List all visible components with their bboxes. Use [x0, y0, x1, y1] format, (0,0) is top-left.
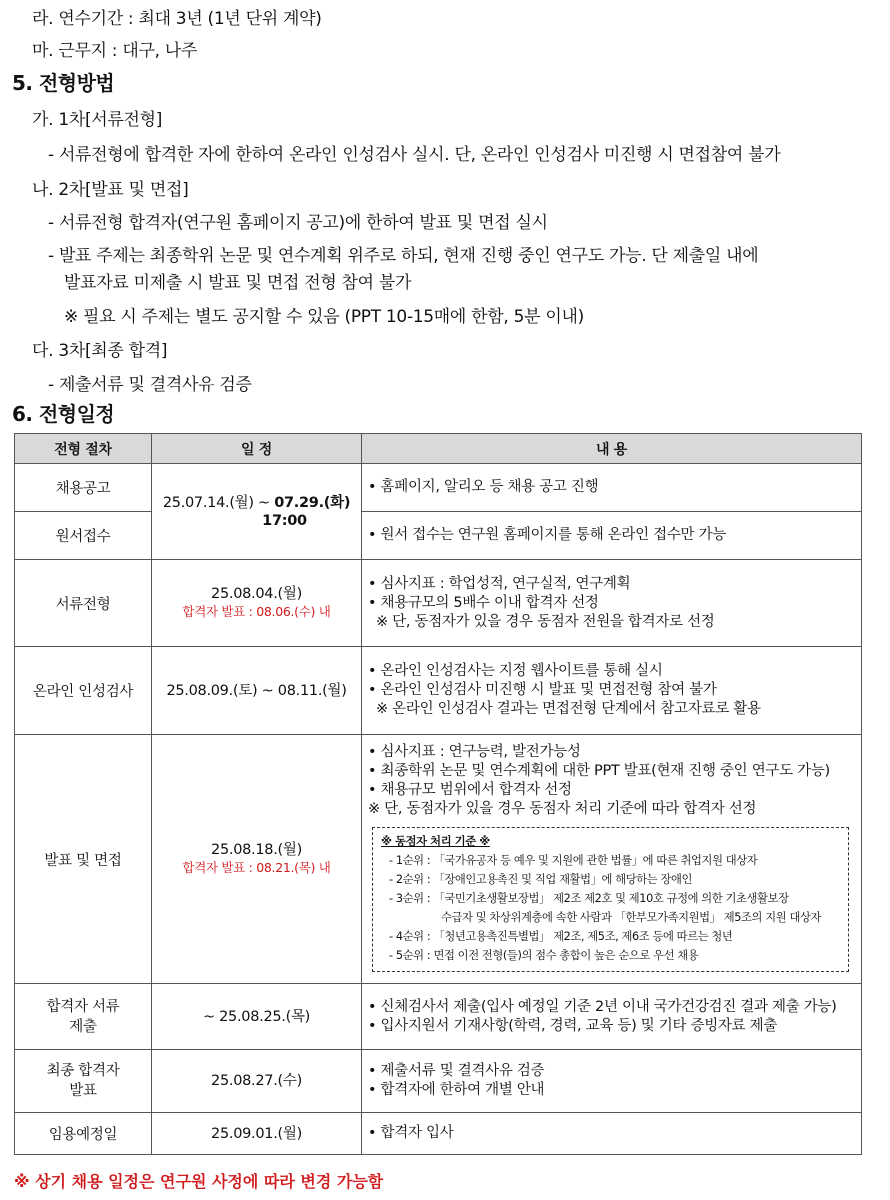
- content-cell: [362, 984, 862, 1050]
- step-cell: [15, 1050, 152, 1113]
- table-row: [15, 1050, 862, 1113]
- announcement-date: 합격자 발표 : 08.06.(수) 내: [182, 604, 331, 619]
- content-line: • 심사지표 : 연구능력, 발전가능성: [368, 743, 581, 760]
- content-line: • 합격자 입사: [368, 1125, 454, 1141]
- stage-2-item-2-cont: 발표자료 미제출 시 발표 및 면접 전형 참여 불가: [64, 273, 412, 293]
- date-cell: [152, 735, 362, 984]
- tie-break-item: - 1순위 : 「국가유공자 등 예우 및 지원에 관한 법률」에 따른 취업지원 대상자: [389, 853, 758, 867]
- content-line: • 합격자에 한하여 개별 안내: [368, 1082, 545, 1098]
- step-line: 발표: [69, 1083, 97, 1099]
- step-line: 제출: [69, 1018, 97, 1035]
- tie-break-item: - 5순위 : 면접 이전 전형(들)의 점수 총합이 높은 순으로 우선 채용: [389, 948, 699, 962]
- section-6-heading: 6. 전형일정: [12, 402, 115, 426]
- announcement-date: 합격자 발표 : 08.21.(목) 내: [182, 860, 331, 875]
- date-cell: 25.08.27.(수): [152, 1050, 362, 1113]
- training-period: 라. 연수기간 : 최대 3년 (1년 단위 계약): [32, 9, 322, 29]
- content-line: • 온라인 인성검사는 지정 웹사이트를 통해 실시: [368, 663, 663, 679]
- table-row: [15, 560, 862, 647]
- table-row: [15, 464, 862, 512]
- tie-break-criteria-box: [372, 827, 849, 972]
- content-cell: [362, 560, 862, 647]
- tie-break-title: ※ 동점자 처리 기준 ※: [381, 834, 490, 848]
- date-text: 25.08.04.(월): [211, 586, 302, 602]
- table-header-row: [15, 434, 862, 464]
- date-start: 25.07.14.(월) ~: [162, 494, 275, 511]
- step-line: 최종 합격자: [46, 1063, 120, 1079]
- content-cell: [362, 464, 862, 512]
- content-cell: [362, 735, 862, 984]
- schedule-footnote: ※ 상기 채용 일정은 연구원 사정에 따라 변경 가능함: [14, 1172, 384, 1191]
- date-end: 07.29.(화): [274, 494, 351, 511]
- content-line: • 채용규모 범위에서 합격자 선정: [368, 781, 572, 798]
- content-cell: [362, 1113, 862, 1155]
- content-cell: [362, 647, 862, 735]
- step-cell: 서류전형: [15, 560, 152, 647]
- table-row: [15, 512, 862, 560]
- content-cell: [362, 512, 862, 560]
- content-line: • 심사지표 : 학업성적, 연구실적, 연구계획: [368, 575, 631, 592]
- step-line: 합격자 서류: [46, 998, 120, 1015]
- content-line: • 제출서류 및 결격사유 검증: [368, 1063, 545, 1079]
- stage-2-title: 나. 2차[발표 및 면접]: [32, 180, 189, 200]
- tie-break-item-cont: 수급자 및 차상위계층에 속한 사람과 「한부모가족지원법」 제5조의 지원 대상자: [441, 910, 822, 924]
- header-schedule: 일 정: [152, 434, 362, 464]
- date-end-time: 17:00: [262, 512, 307, 529]
- step-cell: 원서접수: [15, 512, 152, 560]
- tie-break-item: - 3순위 : 「국민기초생활보장법」 제2조 제2호 및 제10호 규정에 의한 기초생활보장: [389, 891, 789, 905]
- work-location: 마. 근무지 : 대구, 나주: [32, 41, 198, 61]
- content-line: • 입사지원서 기재사항(학력, 경력, 교육 등) 및 기타 증빙자료 제출: [368, 1017, 778, 1034]
- date-cell: 25.08.09.(토) ~ 08.11.(월): [152, 647, 362, 735]
- tie-break-item: - 4순위 : 「청년고용촉진특별법」 제2조, 제5조, 제6조 등에 따르는 청년: [389, 929, 733, 943]
- stage-2-note: ※ 필요 시 주제는 별도 공지할 수 있음 (PPT 10-15매에 한함, 5분 이내): [64, 307, 584, 327]
- stage-3-item: - 제출서류 및 결격사유 검증: [48, 375, 252, 395]
- step-cell: [15, 984, 152, 1050]
- step-cell: 발표 및 면접: [15, 735, 152, 984]
- table-row: [15, 984, 862, 1050]
- table-row: [15, 647, 862, 735]
- date-cell: 25.09.01.(월): [152, 1113, 362, 1155]
- content-cell: [362, 1050, 862, 1113]
- content-note: ※ 온라인 인성검사 결과는 면접전형 단계에서 참고자료로 활용: [376, 701, 761, 717]
- tie-break-item: - 2순위 : 「장애인고용촉진 및 직업 재활법」에 해당하는 장애인: [389, 872, 692, 886]
- schedule-table: [14, 433, 862, 1155]
- content-line: • 최종학위 논문 및 연수계획에 대한 PPT 발표(현재 진행 중인 연구도 가능): [368, 762, 830, 779]
- date-cell: ~ 25.08.25.(목): [152, 984, 362, 1050]
- date-text: 25.08.18.(월): [211, 842, 302, 858]
- header-content: 내 용: [362, 434, 862, 464]
- stage-2-item-1: - 서류전형 합격자(연구원 홈페이지 공고)에 한하여 발표 및 면접 실시: [48, 213, 548, 233]
- table-row: [15, 1113, 862, 1155]
- step-cell: 임용예정일: [15, 1113, 152, 1155]
- content-line: • 온라인 인성검사 미진행 시 발표 및 면접전형 참여 불가: [368, 682, 717, 698]
- stage-3-title: 다. 3차[최종 합격]: [32, 341, 168, 361]
- step-cell: 온라인 인성검사: [15, 647, 152, 735]
- stage-2-item-2: - 발표 주제는 최종학위 논문 및 연수계획 위주로 하되, 현재 진행 중인 연구도 가능. 단 제출일 내에: [48, 246, 759, 266]
- content-line: • 채용규모의 5배수 이내 합격자 선정: [368, 594, 599, 611]
- content-line: • 신체검사서 제출(입사 예정일 기준 2년 이내 국가건강검진 결과 제출 가능): [368, 998, 837, 1015]
- step-cell: 채용공고: [15, 464, 152, 512]
- stage-1-title: 가. 1차[서류전형]: [32, 110, 163, 130]
- content-line: • 원서 접수는 연구원 홈페이지를 통해 온라인 접수만 가능: [368, 527, 726, 543]
- content-note: ※ 단, 동점자가 있을 경우 동점자 전원을 합격자로 선정: [376, 613, 715, 630]
- section-5-heading: 5. 전형방법: [12, 71, 115, 95]
- content-line: • 홈페이지, 알리오 등 채용 공고 진행: [368, 479, 599, 495]
- header-step: 전형 절차: [15, 434, 152, 464]
- content-note: ※ 단, 동점자가 있을 경우 동점자 처리 기준에 따라 합격자 선정: [368, 800, 757, 817]
- date-cell: [152, 560, 362, 647]
- table-row: [15, 735, 862, 984]
- stage-1-item: - 서류전형에 합격한 자에 한하여 온라인 인성검사 실시. 단, 온라인 인성검사 미진행 시 면접참여 불가: [48, 145, 781, 165]
- date-cell: [152, 464, 362, 560]
